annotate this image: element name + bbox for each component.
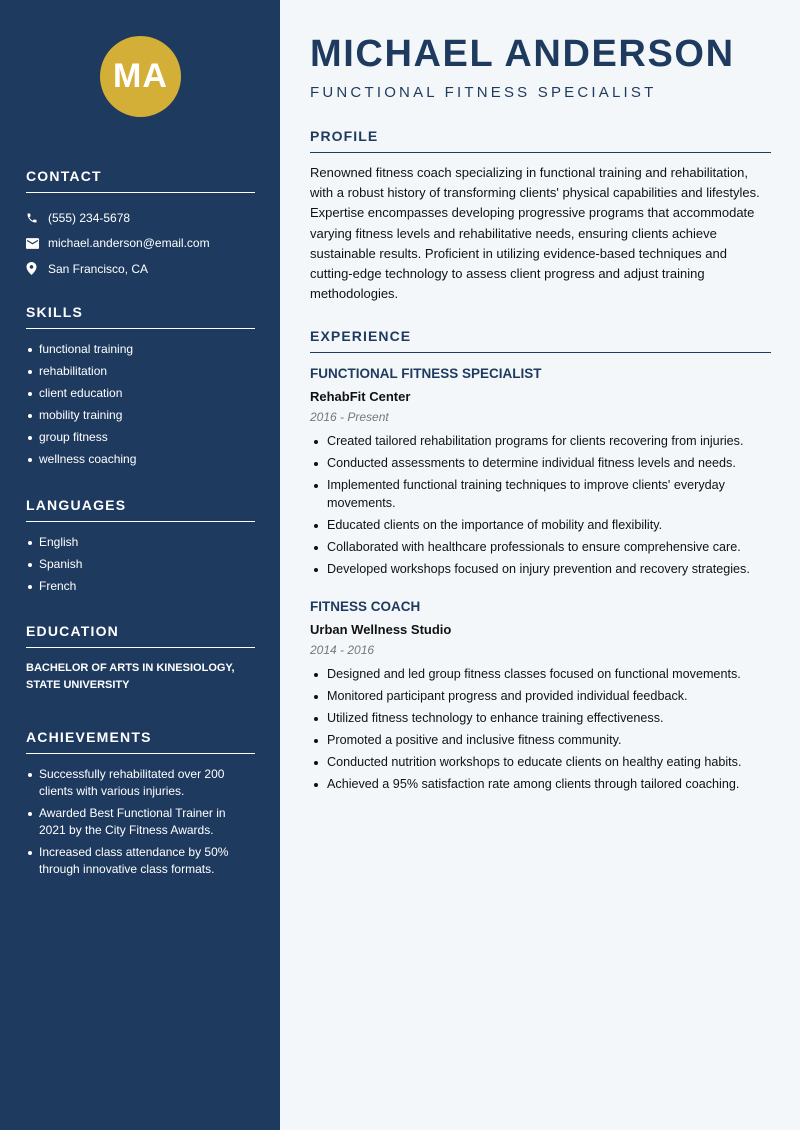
list-item: rehabilitation: [26, 363, 255, 380]
list-item: Conducted assessments to determine individual fitness levels and needs.: [310, 455, 771, 473]
list-item: client education: [26, 385, 255, 402]
list-item: Collaborated with healthcare professionals to ensure comprehensive care.: [310, 539, 771, 557]
list-item: Monitored participant progress and provided individual feedback.: [310, 688, 771, 706]
job-title: FUNCTIONAL FITNESS SPECIALIST: [310, 366, 542, 381]
education-degree: BACHELOR OF ARTS IN KINESIOLOGY, STATE UNIVERSITY: [26, 662, 235, 691]
list-item: Conducted nutrition workshops to educate clients on healthy eating habits.: [310, 754, 771, 772]
contact-phone: [26, 205, 255, 231]
list-item: Awarded Best Functional Trainer in 2021 by the City Fitness Awards.: [26, 805, 255, 839]
job-company: Urban Wellness Studio: [310, 622, 452, 637]
contact-section: [26, 168, 255, 282]
list-item: group fitness: [26, 429, 255, 446]
list-item: functional training: [26, 341, 255, 358]
list-item: Successfully rehabilitated over 200 clients with various injuries.: [26, 766, 255, 800]
languages-list: [26, 534, 255, 595]
list-item: Educated clients on the importance of mobility and flexibility.: [310, 517, 771, 535]
list-item: Increased class attendance by 50% through innovative class formats.: [26, 844, 255, 878]
contact-location: [26, 256, 255, 282]
location-text: San Francisco, CA: [48, 261, 149, 276]
list-item: Spanish: [26, 556, 255, 573]
list-item: Promoted a positive and inclusive fitness community.: [310, 732, 771, 750]
education-heading: EDUCATION: [26, 623, 255, 648]
job-bullets: [310, 666, 771, 794]
list-item: English: [26, 534, 255, 551]
location-pin-icon: [26, 262, 48, 275]
phone-text: (555) 234-5678: [48, 210, 131, 225]
skills-list: [26, 341, 255, 468]
email-icon: [26, 238, 48, 249]
email-text: michael.anderson@email.com: [48, 236, 210, 251]
job-dates: 2014 - 2016: [310, 643, 375, 657]
list-item: Achieved a 95% satisfaction rate among clients through tailored coaching.: [310, 776, 771, 794]
contact-list: [26, 205, 255, 282]
experience-heading: EXPERIENCE: [310, 328, 771, 353]
list-item: mobility training: [26, 407, 255, 424]
languages-heading: LANGUAGES: [26, 497, 255, 522]
achievements-heading: ACHIEVEMENTS: [26, 729, 255, 754]
list-item: French: [26, 578, 255, 595]
achievements-list: [26, 766, 255, 878]
profile-heading: PROFILE: [310, 128, 771, 153]
job-entry: [310, 599, 771, 799]
list-item: Developed workshops focused on injury prevention and recovery strategies.: [310, 561, 771, 579]
candidate-name: MICHAEL ANDERSON: [310, 33, 735, 75]
contact-email: [26, 231, 255, 257]
list-item: Implemented functional training techniques to improve clients' everyday movements.: [310, 477, 771, 512]
list-item: Created tailored rehabilitation programs for clients recovering from injuries.: [310, 433, 771, 451]
list-item: Utilized fitness technology to enhance training effectiveness.: [310, 710, 771, 728]
education-section: [26, 623, 255, 694]
avatar: MA: [100, 36, 181, 117]
skills-section: [26, 304, 255, 473]
job-entry: [310, 366, 771, 583]
profile-text: Renowned fitness coach specializing in functional training and rehabilitation, with a robust history of transforming clients' physical capabilities and lifestyles. Expertise encompasses developing progressive programs that accommodate varying fitness levels and rehabilitative needs, ensuring clients achieve sustainable results. Proficient in utilizing evidence-based techniques and cutting-edge technology to assess client progress and adjust training methodologies.: [310, 165, 760, 302]
phone-icon: [26, 212, 48, 224]
job-dates: 2016 - Present: [310, 410, 389, 424]
contact-heading: CONTACT: [26, 168, 255, 193]
job-bullets: [310, 433, 771, 578]
sidebar: [0, 0, 280, 1130]
job-title: FITNESS COACH: [310, 599, 421, 614]
job-title-header: FUNCTIONAL FITNESS SPECIALIST: [310, 84, 657, 101]
achievements-section: [26, 729, 255, 883]
job-company: RehabFit Center: [310, 389, 411, 404]
languages-section: [26, 497, 255, 600]
list-item: wellness coaching: [26, 451, 255, 468]
list-item: Designed and led group fitness classes focused on functional movements.: [310, 666, 771, 684]
skills-heading: SKILLS: [26, 304, 255, 329]
